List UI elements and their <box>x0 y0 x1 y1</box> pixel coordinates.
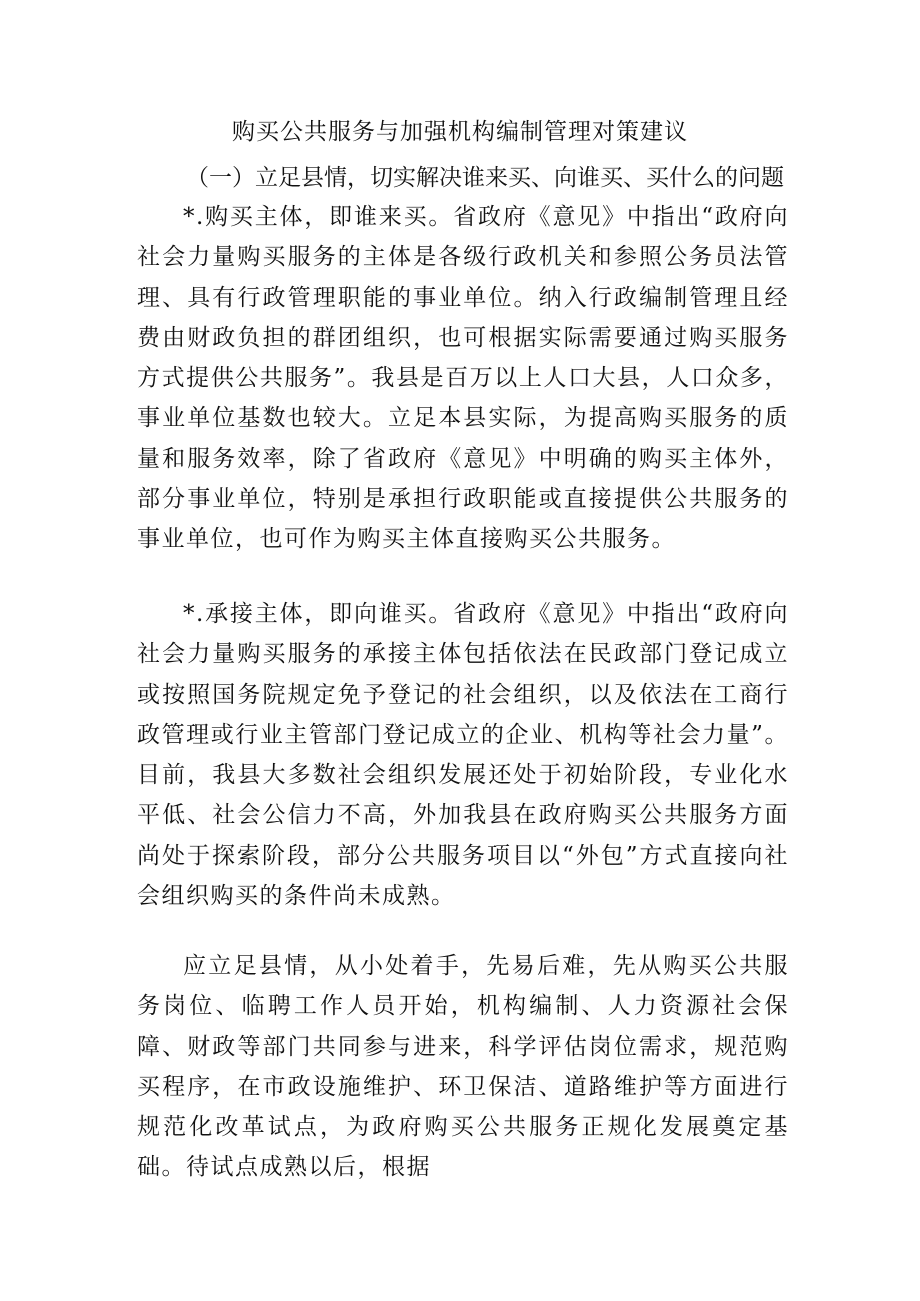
section-heading: （一）立足县情，切实解决谁来买、向谁买、买什么的问题 <box>186 165 784 191</box>
paragraph-recommendation: 应立足县情，从小处着手，先易后难，先从购买公共服务岗位、临聘工作人员开始，机构编制、人力资源社会保障、财政等部门共同参与进来，科学评估岗位需求，规范购买程序，在市政设施维护、环卫保洁、道路维护等方面进行规范化改革试点，为政府购买公共服务正规化发展奠定基础。待试点成熟以后，根据 <box>137 953 789 1181</box>
paragraph-contracting-subject: *.承接主体，即向谁买。省政府《意见》中指出“政府向社会力量购买服务的承接主体包括依法在民政部门登记成立或按照国务院规定免予登记的社会组织，以及依法在工商行政管理或行业主管部门登记成立的企业、机构等社会力量”。目前，我县大多数社会组织发展还处于初始阶段，专业化水平低、社会公信力不高，外加我县在政府购买公共服务方面尚处于探索阶段，部分公共服务项目以“外包”方式直接向社会组织购买的条件尚未成熟。 <box>137 601 789 910</box>
document-title: 购买公共服务与加强机构编制管理对策建议 <box>232 119 688 145</box>
paragraph-purchasing-subject: *.购买主体，即谁来买。省政府《意见》中指出“政府向社会力量购买服务的主体是各级行政机关和参照公务员法管理、具有行政管理职能的事业单位。纳入行政编制管理且经费由财政负担的群团组织，也可根据实际需要通过购买服务方式提供公共服务”。我县是百万以上人口大县，人口众多，事业单位基数也较大。立足本县实际，为提高购买服务的质量和服务效率，除了省政府《意见》中明确的购买主体外，部分事业单位，特别是承担行政职能或直接提供公共服务的事业单位，也可作为购买主体直接购买公共服务。 <box>137 204 789 553</box>
